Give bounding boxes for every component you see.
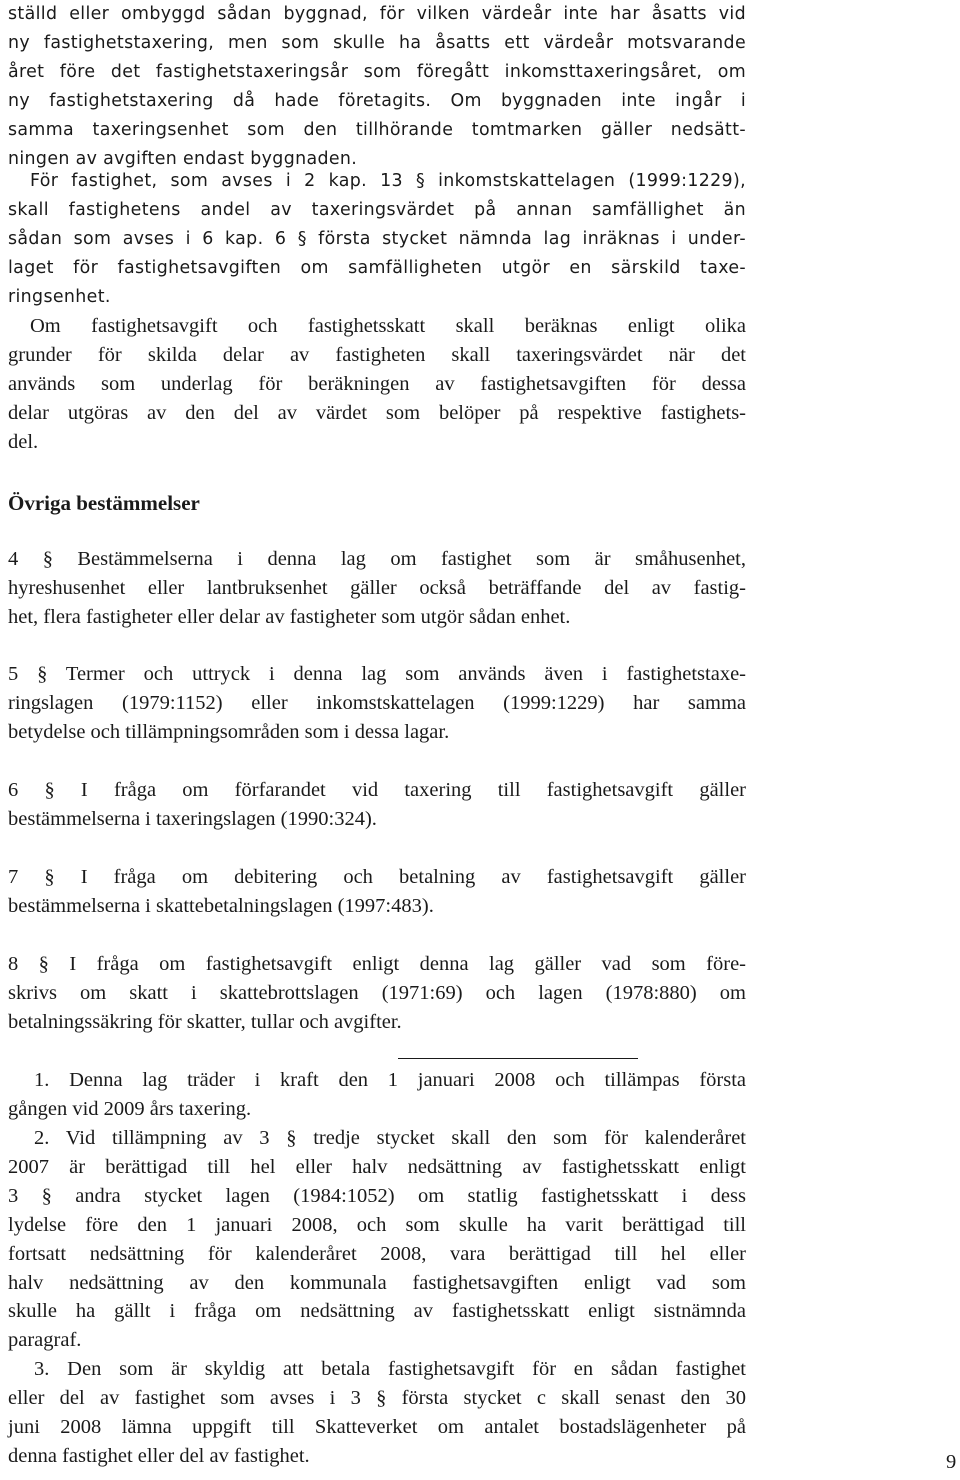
section-7 xyxy=(8,863,746,921)
paragraph-text xyxy=(8,167,746,312)
footnote-separator-rule xyxy=(398,1058,638,1059)
text-line: betalningssäkring för skatter, tullar och avgifter. xyxy=(8,1010,402,1033)
text-line: 5 § Termer och uttryck i denna lag som används även i fastighetstaxe- xyxy=(8,663,746,685)
text-line: 2007 är berättigad till hel eller halv nedsättning av fastighetsskatt enligt xyxy=(8,1155,746,1178)
text-line: ny fastighetstaxering, men som skulle ha åsatts ett värdeår motsvarande xyxy=(8,32,746,53)
paragraph-text xyxy=(8,863,746,921)
paragraph-text xyxy=(8,0,746,173)
paragraph-continued xyxy=(8,0,746,173)
page-number: 9 xyxy=(946,1451,957,1473)
text-line: delar utgöras av den del av värdet som belöper på respektive fastighets- xyxy=(8,401,746,424)
text-line: juni 2008 lämna uppgift till Skatteverket om antalet bostadslägenheter på xyxy=(8,1415,746,1438)
text-line: ny fastighetstaxering då hade företagits. Om byggnaden inte ingår i xyxy=(8,90,746,111)
text-line: skrivs om skatt i skattebrottslagen (1971:69) och lagen (1978:880) om xyxy=(8,981,746,1004)
text-line: denna fastighet eller del av fastighet. xyxy=(8,1444,310,1467)
transition-provision-1 xyxy=(8,1066,746,1124)
section-6 xyxy=(8,776,746,834)
paragraph-text xyxy=(8,312,746,457)
section-8 xyxy=(8,950,746,1037)
text-line: 7 § I fråga om debitering och betalning av fastighetsavgift gäller xyxy=(8,866,746,888)
text-line: betydelse och tillämpningsområden som i dessa lagar. xyxy=(8,720,450,743)
text-line: Om fastighetsavgift och fastighetsskatt skall beräknas enligt olika xyxy=(30,315,746,337)
text-line: laget för fastighetsavgiften om samfälligheten utgör en särskild taxe- xyxy=(8,257,746,278)
paragraph-text xyxy=(8,660,746,747)
text-line: 3. Den som är skyldig att betala fastighetsavgift för en sådan fastighet xyxy=(34,1358,746,1380)
text-line: fortsatt nedsättning för kalenderåret 2008, vara berättigad till hel eller xyxy=(8,1242,746,1265)
text-line: del. xyxy=(8,430,39,453)
text-line: het, flera fastigheter eller delar av fastigheter som utgör sådan enhet. xyxy=(8,605,571,628)
text-line: paragraf. xyxy=(8,1329,82,1352)
text-line: ringsenhet. xyxy=(8,286,111,307)
text-line: bestämmelserna i taxeringslagen (1990:324). xyxy=(8,807,377,830)
text-line: halv nedsättning av den kommunala fastighetsavgiften enligt vad som xyxy=(8,1271,746,1294)
text-line: samma taxeringsenhet som den tillhörande tomtmarken gäller nedsätt- xyxy=(8,119,746,140)
text-line: ringslagen (1979:1152) eller inkomstskattelagen (1999:1229) har samma xyxy=(8,691,746,714)
paragraph-olika-grunder xyxy=(8,312,746,457)
text-line: skulle ha gällt i fråga om nedsättning av fastighetsskatt enligt sistnämnda xyxy=(8,1300,746,1323)
text-line: året före det fastighetstaxeringsår som föregått inkomsttaxeringsåret, om xyxy=(8,61,746,82)
text-line: 8 § I fråga om fastighetsavgift enligt denna lag gäller vad som före- xyxy=(8,953,746,975)
text-line: 4 § Bestämmelserna i denna lag om fastighet som är småhusenhet, xyxy=(8,548,746,570)
paragraph-text xyxy=(8,545,746,632)
text-line: lydelse före den 1 januari 2008, och som skulle ha varit berättigad till xyxy=(8,1213,746,1236)
text-line: gången vid 2009 års taxering. xyxy=(8,1097,252,1120)
text-line: ningen av avgiften endast byggnaden. xyxy=(8,148,358,169)
text-line: 6 § I fråga om förfarandet vid taxering till fastighetsavgift gäller xyxy=(8,779,746,801)
paragraph-text xyxy=(8,1355,746,1471)
text-line: ställd eller ombyggd sådan byggnad, för vilken värdeår inte har åsatts vid xyxy=(8,4,746,24)
text-line: eller del av fastighet som avses i 3 § första stycket c skall senast den 30 xyxy=(8,1386,746,1409)
transition-provision-2 xyxy=(8,1124,746,1355)
section-heading xyxy=(8,489,746,517)
text-line: 1. Denna lag träder i kraft den 1 januari 2008 och tillämpas första xyxy=(34,1069,746,1091)
text-line: grunder för skilda delar av fastigheten skall taxeringsvärdet när det xyxy=(8,343,746,366)
text-line: bestämmelserna i skattebetalningslagen (1997:483). xyxy=(8,894,434,917)
text-line: hyreshusenhet eller lantbruksenhet gäller också beträffande del av fastig- xyxy=(8,576,746,599)
text-line: sådan som avses i 6 kap. 6 § första stycket nämnda lag inräknas i under- xyxy=(8,228,746,249)
text-line: 2. Vid tillämpning av 3 § tredje stycket skall den som för kalenderåret xyxy=(34,1127,746,1149)
paragraph-text xyxy=(8,776,746,834)
transition-provision-3 xyxy=(8,1355,746,1471)
text-line: används som underlag för beräkningen av fastighetsavgiften för dessa xyxy=(8,372,746,395)
section-5 xyxy=(8,660,746,747)
heading-ovriga-bestammelser: Övriga bestämmelser xyxy=(8,491,200,515)
text-line: 3 § andra stycket lagen (1984:1052) om statlig fastighetsskatt i dess xyxy=(8,1184,746,1207)
section-4 xyxy=(8,545,746,632)
text-line: skall fastighetens andel av taxeringsvärdet på annan samfällighet än xyxy=(8,199,746,220)
paragraph-text xyxy=(8,1124,746,1355)
paragraph-text xyxy=(8,1066,746,1124)
paragraph-fastighet-2-kap xyxy=(8,167,746,312)
text-line: För fastighet, som avses i 2 kap. 13 § inkomstskattelagen (1999:1229), xyxy=(30,171,746,191)
paragraph-text xyxy=(8,950,746,1037)
